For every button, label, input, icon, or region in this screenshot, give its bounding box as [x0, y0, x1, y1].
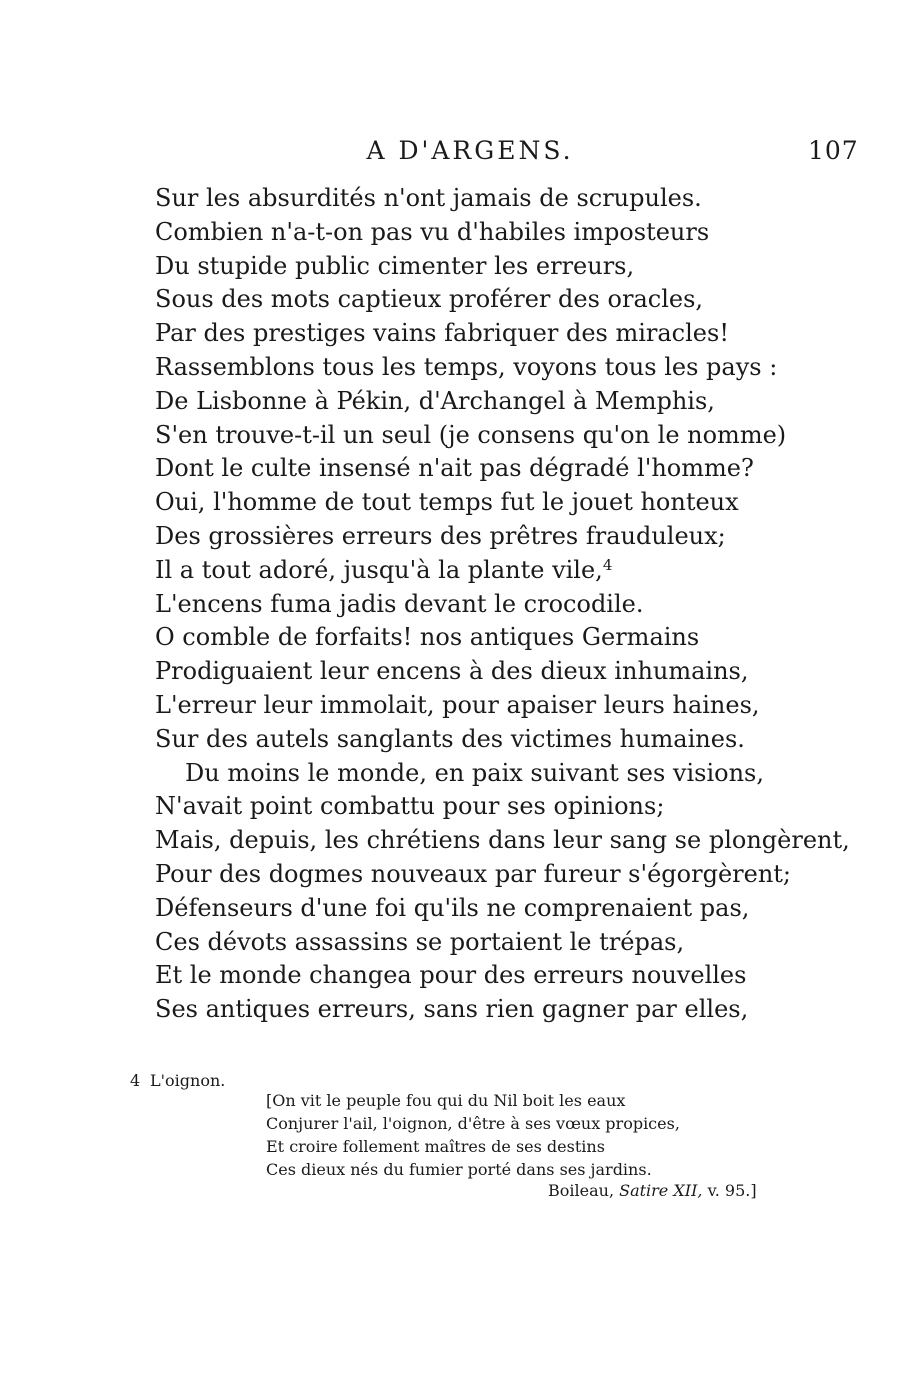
page-number: 107	[808, 136, 859, 165]
attribution-verse: v. 95.]	[702, 1181, 757, 1200]
poem-line: Sur des autels sanglants des victimes humaines.	[155, 724, 745, 753]
poem-body	[155, 182, 850, 1027]
poem-line: N'avait point combattu pour ses opinions;	[155, 792, 665, 821]
poem-line: De Lisbonne à Pékin, d'Archangel à Memphis,	[155, 386, 715, 415]
footnote-marker: 4	[130, 1071, 141, 1090]
poem-line: Dont le culte insensé n'ait pas dégradé l'homme?	[155, 454, 754, 483]
attribution-work: Satire XII,	[619, 1181, 703, 1200]
poem-line: O comble de forfaits! nos antiques Germains	[155, 623, 700, 652]
poem-line: L'erreur leur immolait, pour apaiser leurs haines,	[155, 690, 760, 719]
quote-line: Ces dieux nés du fumier porté dans ses jardins.	[266, 1160, 652, 1179]
poem-line: Prodiguaient leur encens à des dieux inhumains,	[155, 657, 749, 686]
quote-line: Et croire follement maîtres de ses destins	[266, 1137, 605, 1156]
poem-line: Combien n'a-t-on pas vu d'habiles imposteurs	[155, 217, 710, 246]
poem-line: Sous des mots captieux proférer des oracles,	[155, 285, 704, 314]
footnote-reference[interactable]: 4	[602, 555, 613, 574]
footnote-quote	[266, 1089, 680, 1181]
poem-line-text: Il a tout adoré, jusqu'à la plante vile,	[155, 555, 603, 584]
poem-line: Du moins le monde, en paix suivant ses visions,	[185, 758, 764, 787]
quote-line: [On vit le peuple fou qui du Nil boit les eaux	[266, 1091, 626, 1110]
attribution-author: Boileau,	[548, 1181, 620, 1200]
poem-line: Mais, depuis, les chrétiens dans leur sang se plongèrent,	[155, 826, 850, 855]
poem-line: Pour des dogmes nouveaux par fureur s'égorgèrent;	[155, 859, 792, 888]
footnote-text: L'oignon.	[150, 1071, 226, 1090]
poem-line: L'encens fuma jadis devant le crocodile.	[155, 589, 644, 618]
page-header-title: A D'ARGENS.	[366, 136, 574, 165]
poem-line: Oui, l'homme de tout temps fut le jouet honteux	[155, 488, 739, 517]
poem-line: Des grossières erreurs des prêtres frauduleux;	[155, 521, 726, 550]
poem-line: Ses antiques erreurs, sans rien gagner par elles,	[155, 995, 749, 1024]
quote-attribution	[548, 1181, 757, 1200]
poem-line: Du stupide public cimenter les erreurs,	[155, 251, 635, 280]
poem-line-with-note	[155, 554, 850, 588]
poem-line: Sur les absurdités n'ont jamais de scrupules.	[155, 184, 702, 212]
poem-line: S'en trouve-t-il un seul (je consens qu'on le nomme)	[155, 420, 787, 449]
quote-line: Conjurer l'ail, l'oignon, d'être à ses vœux propices,	[266, 1114, 680, 1133]
poem-line: Rassemblons tous les temps, voyons tous les pays :	[155, 352, 778, 381]
poem-line: Ces dévots assassins se portaient le trépas,	[155, 927, 685, 956]
poem-line: Défenseurs d'une foi qu'ils ne comprenaient pas,	[155, 893, 750, 922]
poem-line: Et le monde changea pour des erreurs nouvelles	[155, 961, 747, 990]
poem-line: Par des prestiges vains fabriquer des miracles!	[155, 319, 729, 348]
